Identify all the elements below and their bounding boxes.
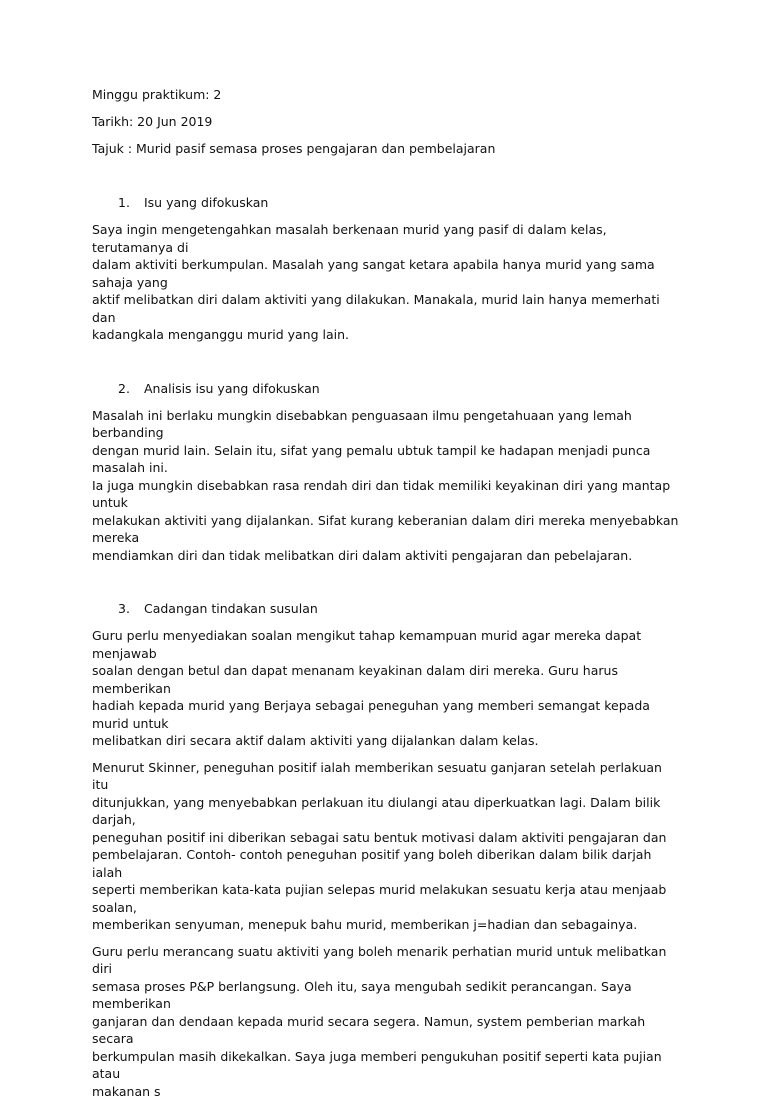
date-line: Tarikh: 20 Jun 2019 bbox=[92, 114, 213, 129]
paragraph: Guru perlu menyediakan soalan mengikut tahap kemampuan murid agar mereka dapat menjawab soalan dengan betul dan dapat menanam keyakinan dalam diri mereka. Guru harus memberikan hadiah kepada murid yang Berjaya sebagai peneguhan yang memberi semangat kepada murid untuk melibatkan diri secara aktif dalam aktiviti yang dijalankan dalam kelas. bbox=[92, 628, 650, 748]
section-title: Analisis isu yang difokuskan bbox=[143, 380, 320, 396]
section-title: Cadangan tindakan susulan bbox=[143, 601, 318, 616]
title-line: Tajuk : Murid pasif semasa proses pengajaran dan pembelajaran bbox=[92, 141, 496, 156]
section-3 bbox=[92, 600, 680, 1100]
section-number: 3. bbox=[118, 601, 130, 616]
section-number: 2. bbox=[118, 380, 130, 396]
section-heading bbox=[92, 600, 680, 618]
document-body bbox=[92, 86, 680, 1109]
section-2 bbox=[92, 380, 680, 565]
section-heading bbox=[92, 194, 680, 212]
paragraph: Saya ingin mengetengahkan masalah berkenaan murid yang pasif di dalam kelas, terutamanya di dalam aktiviti berkumpulan. Masalah yang sangat ketara apabila hanya murid yang sama sahaja yang aktif melibatkan diri dalam aktiviti yang dilakukan. Manakala, murid lain hanya memerhati dan kadangkala menganggu murid yang lain. bbox=[92, 222, 660, 342]
paragraph: Menurut Skinner, peneguhan positif ialah memberikan sesuatu ganjaran setelah perlakuan itu ditunjukkan, yang menyebabkan perlakuan itu diulangi atau diperkuatkan lagi. Dalam bilik darjah, peneguhan positif ini diberikan sebagai satu bentuk motivasi dalam aktiviti pengajaran dan pembelajaran. Contoh- contoh peneguhan positif yang boleh diberikan dalam bilik darjah ialah seperti memberikan kata-kata pujian selepas murid melakukan sesuatu kerja atau menjaab soalan, memberikan senyuman, menepuk bahu murid, memberikan j=hadian dan sebagainya. bbox=[92, 759, 667, 932]
section-number: 1. bbox=[118, 195, 130, 210]
section-1 bbox=[92, 194, 680, 344]
week-line: Minggu praktikum: 2 bbox=[92, 87, 222, 102]
section-title: Isu yang difokuskan bbox=[143, 195, 269, 210]
paragraph: Masalah ini berlaku mungkin disebabkan penguasaan ilmu pengetahuaan yang lemah berbanding dengan murid lain. Selain itu, sifat yang pemalu ubtuk tampil ke hadapan menjadi punca masalah ini. Ia juga mungkin disebabkan rasa rendah diri dan tidak memiliki keyakinan diri yang mantap untuk melakukan aktiviti yang dijalankan. Sifat kurang keberanian dalam diri mereka menyebabkan mereka mendiamkan diri dan tidak melibatkan diri dalam aktiviti pengajaran dan pebelajaran. bbox=[92, 407, 679, 563]
paragraph: Guru perlu merancang suatu aktiviti yang boleh menarik perhatian murid untuk melibatkan diri semasa proses P&P berlangsung. Oleh itu, saya mengubah sedikit perancangan. Saya memberikan ganjaran dan dendaan kepada murid secara segera. Namun, system pemberian markah secara berkumpulan masih dikekalkan. Saya juga memberi pengukuhan positif seperti kata pujian atau makanan s bbox=[92, 943, 667, 1099]
section-heading bbox=[92, 380, 680, 398]
